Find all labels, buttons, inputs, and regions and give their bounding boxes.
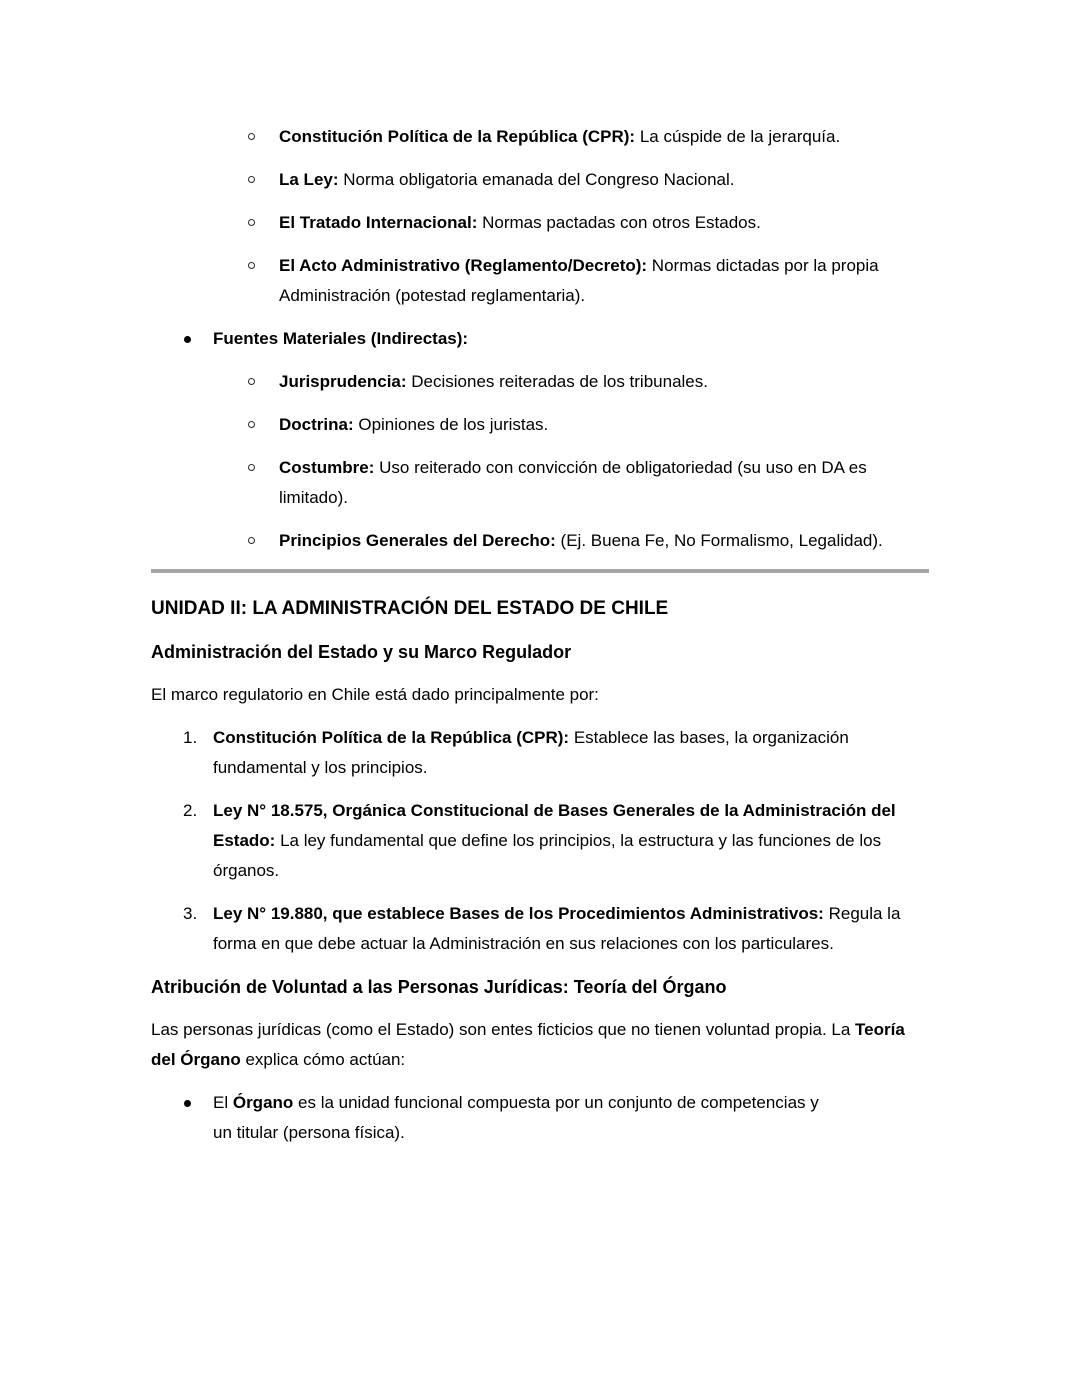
- list-item-doctrina: [247, 410, 929, 440]
- term-description: Establece las bases, la organización fundamental y los principios.: [213, 728, 849, 777]
- list-item-text: [213, 796, 929, 886]
- marco-regulador-heading: Administración del Estado y su Marco Regulador: [151, 642, 572, 662]
- bullet-marker-cell: [183, 324, 213, 354]
- term-description: La ley fundamental que define los principios, la estructura y las funciones de los órganos.: [213, 831, 882, 880]
- list-item-text: [213, 723, 929, 783]
- list-item-costumbre: [247, 453, 929, 513]
- list-item-principios-generales: [247, 526, 929, 556]
- list-item-organo: [183, 1088, 929, 1148]
- term-bold: Ley N° 19.880, que establece Bases de los Procedimientos Administrativos:: [213, 904, 824, 923]
- bullet-marker-cell: [247, 410, 279, 440]
- list-item-text: [279, 122, 929, 152]
- term-bold: Jurisprudencia:: [279, 372, 407, 391]
- term-bold: El Tratado Internacional:: [279, 213, 478, 232]
- teoria-organo-bold: Teoría del Órgano: [151, 1020, 905, 1069]
- term-bold: El Acto Administrativo (Reglamento/Decreto):: [279, 256, 648, 275]
- hollow-bullet-icon: [248, 176, 255, 183]
- hollow-bullet-icon: [248, 133, 255, 140]
- hollow-bullet-icon: [248, 464, 255, 471]
- list-item-cpr: [247, 122, 929, 152]
- bullet-marker-cell: [247, 208, 279, 238]
- list-item-text: [279, 208, 929, 238]
- personas-juridicas-paragraph: [151, 1015, 929, 1075]
- paragraph-text: es la unidad funcional compuesta por un conjunto de competencias y un titular (persona física).: [213, 1093, 819, 1142]
- term-bold: Principios Generales del Derecho:: [279, 531, 556, 550]
- unit-heading: UNIDAD II: LA ADMINISTRACIÓN DEL ESTADO DE CHILE: [151, 598, 669, 619]
- term-description: Normas pactadas con otros Estados.: [477, 213, 761, 232]
- list-number: 3.: [183, 904, 198, 923]
- list-number: 1.: [183, 728, 198, 747]
- organo-bold: Órgano: [232, 1093, 294, 1112]
- bullet-marker-cell: [183, 1088, 213, 1118]
- list-item-text: [279, 453, 929, 513]
- numbered-item-cpr: [183, 723, 929, 783]
- list-item-ley: [247, 165, 929, 195]
- list-item-text: [213, 899, 929, 959]
- section-divider: [151, 569, 929, 573]
- hollow-bullet-icon: [248, 262, 255, 269]
- hollow-bullet-icon: [248, 378, 255, 385]
- marco-intro-paragraph: El marco regulatorio en Chile está dado principalmente por:: [151, 685, 599, 704]
- list-item-text: [213, 1088, 823, 1148]
- term-bold: Constitución Política de la República (CPR):: [213, 728, 570, 747]
- paragraph-text: explica cómo actúan:: [240, 1050, 406, 1069]
- numbered-item-ley-19880: [183, 899, 929, 959]
- list-item-acto-administrativo: [247, 251, 929, 311]
- term-description: Uso reiterado con convicción de obligatoriedad (su uso en DA es limitado).: [279, 458, 867, 507]
- list-item-tratado: [247, 208, 929, 238]
- bullet-marker-cell: [247, 367, 279, 397]
- term-bold: Fuentes Materiales (Indirectas):: [213, 329, 469, 348]
- term-description: La cúspide de la jerarquía.: [635, 127, 841, 146]
- paragraph-text: El: [213, 1093, 233, 1112]
- term-bold: Doctrina:: [279, 415, 354, 434]
- hollow-bullet-icon: [248, 421, 255, 428]
- term-description: Regula la forma en que debe actuar la Administración en sus relaciones con los particulares.: [213, 904, 901, 953]
- regulatory-framework-list: [151, 723, 929, 959]
- material-sources-list: [151, 367, 929, 556]
- list-item-text: [279, 367, 929, 397]
- list-number: 2.: [183, 801, 198, 820]
- term-bold: Costumbre:: [279, 458, 375, 477]
- term-description: Opiniones de los juristas.: [353, 415, 549, 434]
- filled-bullet-icon: [184, 1100, 191, 1107]
- list-item-jurisprudencia: [247, 367, 929, 397]
- paragraph-text: Las personas jurídicas (como el Estado) son entes ficticios que no tienen voluntad propia. La: [151, 1020, 856, 1039]
- term-description: (Ej. Buena Fe, No Formalismo, Legalidad).: [555, 531, 883, 550]
- list-item-text: [279, 165, 929, 195]
- atribucion-heading: Atribución de Voluntad a las Personas Jurídicas: Teoría del Órgano: [151, 977, 727, 997]
- list-item-text: [279, 526, 929, 556]
- term-bold: Constitución Política de la República (CPR):: [279, 127, 636, 146]
- hollow-bullet-icon: [248, 537, 255, 544]
- bullet-marker-cell: [247, 251, 279, 281]
- bullet-marker-cell: [247, 526, 279, 556]
- list-item-fuentes-materiales: [183, 324, 929, 354]
- list-item-text: [213, 324, 929, 354]
- bullet-marker-cell: [247, 165, 279, 195]
- hollow-bullet-icon: [248, 219, 255, 226]
- term-bold: La Ley:: [279, 170, 339, 189]
- list-item-text: [279, 251, 929, 311]
- term-description: Decisiones reiteradas de los tribunales.: [406, 372, 708, 391]
- bullet-marker-cell: [247, 122, 279, 152]
- numbered-item-ley-18575: [183, 796, 929, 886]
- term-description: Norma obligatoria emanada del Congreso Nacional.: [338, 170, 735, 189]
- bullet-marker-cell: [247, 453, 279, 483]
- formal-sources-list: [151, 122, 929, 311]
- term-bold: Ley N° 18.575, Orgánica Constitucional de Bases Generales de la Administración del Estado:: [213, 801, 896, 850]
- filled-bullet-icon: [184, 336, 191, 343]
- term-description: Normas dictadas por la propia Administración (potestad reglamentaria).: [279, 256, 879, 305]
- list-item-text: [279, 410, 929, 440]
